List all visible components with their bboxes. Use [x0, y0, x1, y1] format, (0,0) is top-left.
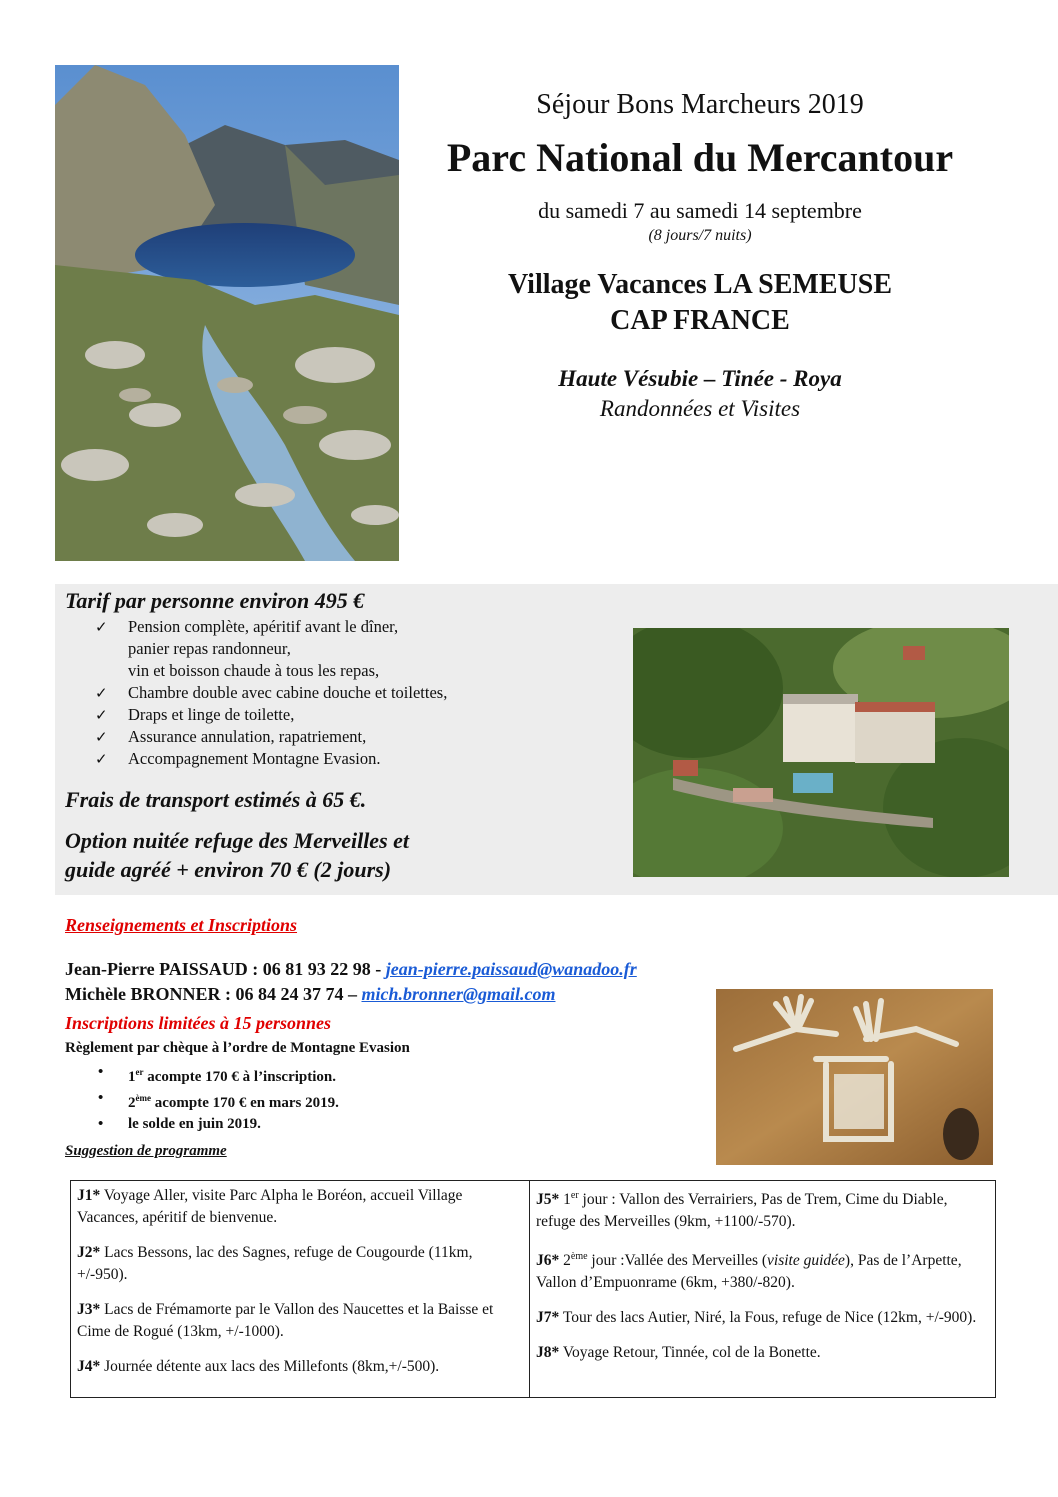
contact-name-phone: Michèle BRONNER : 06 84 24 37 74 – [65, 984, 362, 1004]
day-label: J2* [77, 1244, 101, 1261]
region: Haute Vésubie – Tinée - Roya [558, 365, 842, 391]
day-description: Tour des lacs Autier, Niré, la Fous, refuge de Nice (12km, +/-900). [559, 1309, 977, 1327]
payment-ordinal: 1 [128, 1069, 136, 1085]
list-item-text: Chambre double avec cabine douche et toilettes, [128, 683, 448, 702]
day-ordinal-suffix: er [570, 1190, 579, 1201]
option-line-1: Option nuitée refuge des Merveilles et [65, 828, 410, 853]
list-item [92, 1114, 339, 1135]
check-icon: ✓ [95, 618, 108, 636]
day-description: jour : Vallon des Verrairiers, Pas de Trem, Cime du Diable, refuge des Merveilles (9km, +1100/-570). [536, 1191, 948, 1231]
program-day-6 [536, 1246, 989, 1294]
event-duration: (8 jours/7 nuits) [648, 226, 752, 244]
payment-ordinal: 2 [128, 1095, 136, 1111]
refuge-option [65, 826, 485, 884]
program-day-4 [77, 1356, 523, 1378]
village-aerial-photo [633, 628, 1009, 877]
day-ordinal-suffix: ème [570, 1251, 588, 1263]
contact-bronner [65, 984, 555, 1005]
program-day-2 [77, 1242, 523, 1286]
venue-name [400, 267, 1000, 340]
day-description: Lacs Bessons, lac des Sagnes, refuge de Cougourde (11km, +/-950). [77, 1244, 473, 1283]
list-item [95, 616, 615, 682]
day-ordinal: 2 [559, 1252, 571, 1270]
payment-text: acompte 170 € à l’inscription. [143, 1069, 336, 1085]
list-item [92, 1088, 339, 1114]
payment-text: le solde en juin 2019. [128, 1116, 261, 1132]
mountain-lake-photo [55, 65, 399, 561]
contact-name-phone: Jean-Pierre PAISSAUD : 06 81 93 22 98 - [65, 959, 386, 979]
day-label: J1* [77, 1187, 101, 1204]
list-item [95, 726, 615, 748]
program-table [70, 1180, 996, 1398]
day-description: jour :Vallée des Merveilles ( [587, 1252, 768, 1270]
day-description: Lacs de Frémamorte par le Vallon des Naucettes et la Baisse et Cime de Rogué (13km, +/-1000). [77, 1301, 494, 1340]
check-icon: ✓ [95, 728, 108, 746]
program-column-right [530, 1181, 995, 1397]
program-day-3 [77, 1299, 523, 1343]
day-ordinal: 1 [559, 1191, 571, 1209]
day-description: Journée détente aux lacs des Millefonts (8km,+/-500). [100, 1358, 440, 1375]
payment-schedule [92, 1062, 339, 1135]
program-day-1 [77, 1185, 523, 1229]
venue-line-2: CAP FRANCE [610, 305, 790, 337]
header [400, 88, 1000, 422]
program-day-5 [536, 1185, 989, 1233]
program-day-8 [536, 1342, 989, 1364]
email-link-bronner[interactable]: mich.bronner@gmail.com [361, 984, 556, 1004]
payment-text: acompte 170 € en mars 2019. [151, 1095, 339, 1111]
day-description: Voyage Aller, visite Parc Alpha le Boréon, accueil Village Vacances, apéritif de bienvenue. [77, 1187, 463, 1226]
list-item-text: Draps et linge de toilette, [128, 705, 295, 724]
day-label: J3* [77, 1301, 101, 1318]
event-subtitle: Séjour Bons Marcheurs 2019 [536, 89, 864, 120]
registration-limit: Inscriptions limitées à 15 personnes [65, 1013, 332, 1033]
day-description-cont: ), Pas de l’Arpette, Vallon d’Empuonrame (6km, +380/-820). [536, 1252, 962, 1292]
program-column-left [71, 1181, 530, 1397]
payment-method: Règlement par chèque à l’ordre de Montagne Evasion [65, 1040, 410, 1056]
program-day-7 [536, 1307, 989, 1329]
check-icon: ✓ [95, 750, 108, 768]
list-item-text: Pension complète, apéritif avant le dîner, [128, 617, 399, 636]
day-label: J7* [536, 1309, 560, 1327]
list-item-text: panier repas randonneur, [128, 639, 291, 658]
list-item-text: Accompagnement Montagne Evasion. [128, 749, 381, 768]
list-item-text: vin et boisson chaude à tous les repas, [128, 661, 380, 680]
check-icon: ✓ [95, 684, 108, 702]
day-label: J8* [536, 1344, 560, 1362]
list-item [92, 1062, 339, 1088]
venue-line-1: Village Vacances LA SEMEUSE [507, 268, 892, 300]
contact-paissaud [65, 959, 637, 980]
activities: Randonnées et Visites [599, 395, 801, 421]
payment-ordinal-suffix: ème [135, 1093, 151, 1103]
day-label: J6* [536, 1252, 560, 1270]
guided-visit-note: visite guidée [767, 1252, 845, 1270]
email-link-paissaud[interactable]: jean-pierre.paissaud@wanadoo.fr [385, 959, 637, 979]
tarif-title: Tarif par personne environ 495 € [65, 588, 365, 613]
contact-heading: Renseignements et Inscriptions [65, 915, 298, 935]
list-item [95, 704, 615, 726]
list-item [95, 682, 615, 704]
day-description: Voyage Retour, Tinnée, col de la Bonette. [559, 1344, 821, 1362]
list-item-text: Assurance annulation, rapatriement, [128, 727, 367, 746]
option-line-2: guide agréé + environ 70 € (2 jours) [65, 857, 392, 882]
payment-ordinal-suffix: er [135, 1067, 144, 1077]
list-item [95, 748, 615, 770]
event-dates: du samedi 7 au samedi 14 septembre [538, 197, 862, 223]
page-title: Parc National du Mercantour [446, 134, 954, 180]
day-label: J5* [536, 1191, 560, 1209]
day-label: J4* [77, 1358, 101, 1375]
included-list [95, 616, 615, 770]
rock-engraving-photo [716, 989, 993, 1165]
check-icon: ✓ [95, 706, 108, 724]
program-heading: Suggestion de programme [65, 1143, 227, 1159]
transport-cost: Frais de transport estimés à 65 €. [65, 787, 367, 812]
